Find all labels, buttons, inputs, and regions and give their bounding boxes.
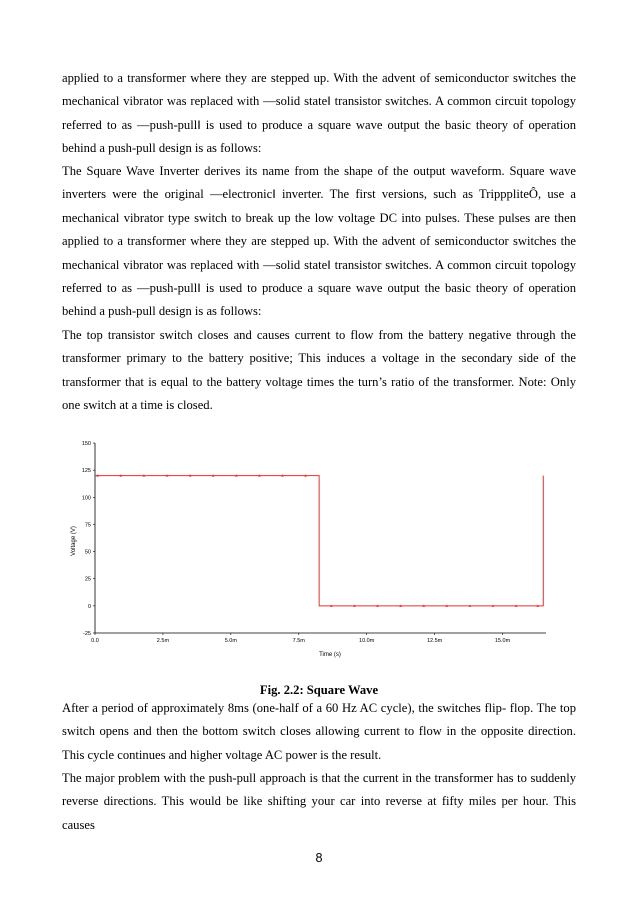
paragraph-4: After a period of approximately 8ms (one-half of a 60 Hz AC cycle), the switches flip- flop. The top switch opens and then the bottom switch closes allowing current to flow in the opposite direction. This cycle continues and higher voltage AC power is the result. <box>62 701 576 762</box>
y-tick-label: 0 <box>87 603 91 610</box>
y-tick-label: 100 <box>81 495 91 502</box>
y-tick-label: -25 <box>83 631 91 637</box>
x-axis-label: Time (s) <box>319 652 341 658</box>
y-tick-label: 25 <box>84 576 91 583</box>
x-tick-label: 12.5m <box>426 638 443 644</box>
paragraph-1: applied to a transformer where they are stepped up. With the advent of semiconductor switches the mechanical vibrator was replaced with ―solid state‖ transistor switches. A common circuit topology referred to as ―push-pull‖ is used to produce a square wave output the basic theory of operation behind a push-pull design is as follows: <box>62 71 576 156</box>
x-tick-label: 2.5m <box>156 638 170 644</box>
paragraph-3: The top transistor switch closes and causes current to flow from the battery negative through the transformer primary to the battery positive; This induces a voltage in the secondary side of the transformer that is equal to the battery voltage times the turn’s ratio of the transformer. Note: Only one switch at a time is closed. <box>62 328 576 413</box>
y-axis-label: Voltage (V) <box>71 526 77 556</box>
figure-caption: Fig. 2.2: Square Wave <box>259 683 379 697</box>
x-tick-label: 7.5m <box>292 638 305 644</box>
page-number: 8 <box>315 851 323 865</box>
x-tick-label: 5.0m <box>224 638 237 644</box>
x-tick-label: 0.0 <box>91 638 99 644</box>
x-tick-label: 10.0m <box>359 638 375 644</box>
paragraph-5: The major problem with the push-pull approach is that the current in the transformer has to suddenly reverse directions. This would be like shifting your car into reverse at fifty miles per hour. This causes <box>62 771 576 832</box>
y-tick-label: 125 <box>81 468 91 475</box>
square-wave-chart <box>62 436 562 666</box>
x-tick-label: 15.0m <box>494 638 511 644</box>
y-tick-label: 150 <box>81 441 91 447</box>
y-tick-label: 75 <box>84 522 91 529</box>
series-line <box>95 476 543 606</box>
y-tick-label: 50 <box>84 549 91 556</box>
plot-layer <box>82 441 546 644</box>
paragraph-2: The Square Wave Inverter derives its name from the shape of the output waveform. Square wave inverters were the original ―electronic‖ inverter. The first versions, such as TripppliteÔ, use a mechanical vibrator type switch to break up the low voltage DC into pulses. These pulses are then applied to a transformer where they are stepped up. With the advent of semiconductor switches the mechanical vibrator was replaced with ―solid state‖ transistor switches. A common circuit topology referred to as ―push-pull‖ is used to produce a square wave output the basic theory of operation behind a push-pull design is as follows: <box>62 164 576 319</box>
